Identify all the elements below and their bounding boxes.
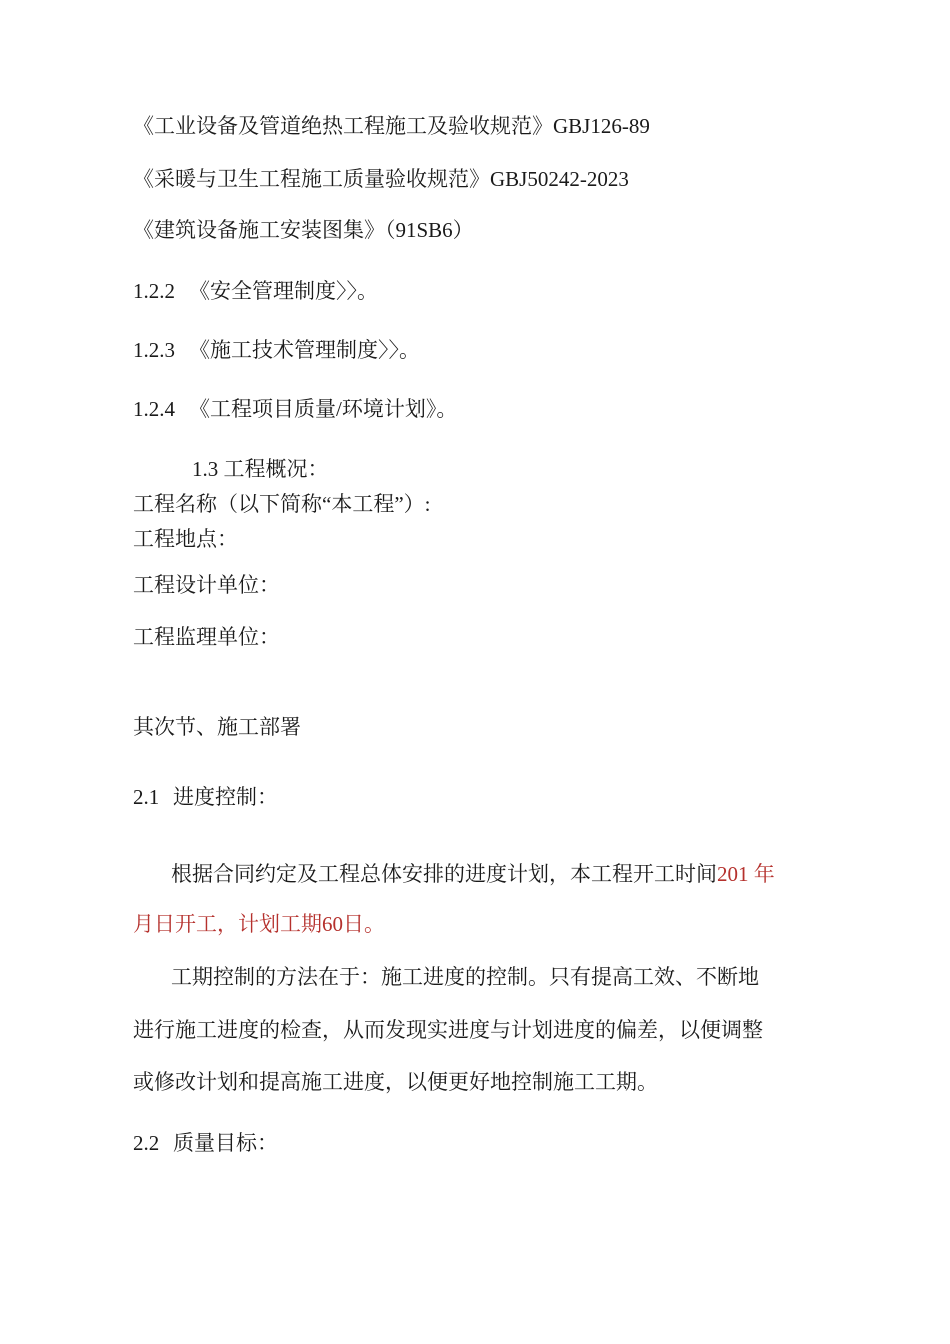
- highlight-text: 201 年: [717, 862, 775, 886]
- supervision-unit-label: 工程监理单位：: [133, 625, 280, 649]
- paragraph-2-line-3: 或修改计划和提高施工进度，以便更好地控制施工工期。: [133, 1070, 658, 1094]
- project-location-label: 工程地点：: [133, 527, 238, 551]
- item-text: 《安全管理制度〉〉。: [189, 279, 378, 303]
- paragraph-2-line-2: 进行施工进度的检查，从而发现实进度与计划进度的偏差，以便调整: [133, 1018, 763, 1042]
- subsection-text: 质量目标：: [173, 1131, 278, 1155]
- project-name-label: 工程名称（以下简称“本工程”）:: [133, 492, 431, 516]
- design-unit-label: 工程设计单位：: [133, 573, 280, 597]
- reference-3: 《建筑设备施工安装图集》（91SB6）: [133, 218, 474, 242]
- paragraph-1-line-1: [171, 860, 775, 888]
- item-number: 1.2.4: [133, 397, 175, 421]
- subsection-number: 2.2: [133, 1131, 160, 1155]
- subsection-text: 进度控制：: [173, 785, 278, 809]
- item-1-2-4: [133, 395, 457, 423]
- section-title: 其次节、施工部署: [133, 715, 301, 739]
- subsection-2-2: [133, 1129, 278, 1157]
- item-number: 1.2.3: [133, 338, 175, 362]
- paragraph-text: 根据合同约定及工程总体安排的进度计划，本工程开工时间: [171, 862, 717, 886]
- paragraph-1-line-2: 月日开工，计划工期60日。: [133, 912, 385, 936]
- paragraph-2-line-1: 工期控制的方法在于：施工进度的控制。只有提高工效、不断地: [171, 965, 759, 989]
- overview-heading: 1.3 工程概况：: [192, 457, 329, 481]
- item-number: 1.2.2: [133, 279, 175, 303]
- subsection-number: 2.1: [133, 785, 160, 809]
- item-1-2-3: [133, 336, 420, 364]
- item-text: 《施工技术管理制度〉〉。: [189, 338, 420, 362]
- reference-1: 《工业设备及管道绝热工程施工及验收规范》GBJ126-89: [133, 114, 650, 138]
- subsection-2-1: [133, 783, 278, 811]
- item-text: 《工程项目质量/环境计划》。: [189, 397, 458, 421]
- item-1-2-2: [133, 277, 378, 305]
- reference-2: 《采暖与卫生工程施工质量验收规范》GBJ50242-2023: [133, 167, 629, 191]
